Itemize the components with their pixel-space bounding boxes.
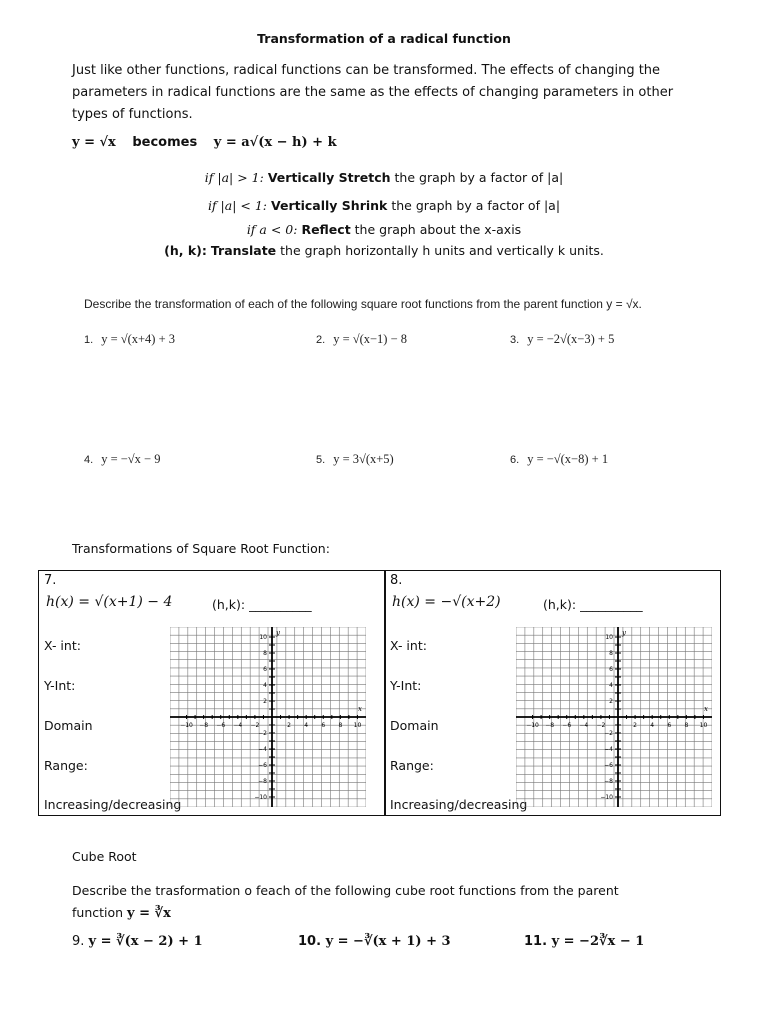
cell-8-coordinate-grid bbox=[516, 627, 712, 807]
problem-5: 5. y = 3√(x+5) bbox=[316, 452, 394, 466]
cell-8-yint: Y-Int: bbox=[390, 678, 422, 693]
describe-sqrt-instructions: Describe the transformation of each of the following square root functions from the parent function y = √x. bbox=[84, 297, 642, 311]
problem-2: 2. y = √(x−1) − 8 bbox=[316, 332, 408, 346]
cell-7-yint: Y-Int: bbox=[44, 678, 76, 693]
y-tick-label: 6 bbox=[609, 666, 613, 673]
cell-7-number: 7. bbox=[44, 573, 57, 588]
cell-7-coordinate-grid bbox=[170, 627, 366, 807]
x-tick-label: −10 bbox=[180, 722, 193, 729]
y-axis-label: y bbox=[622, 629, 626, 637]
cube-root-instructions bbox=[72, 880, 672, 925]
cube-root-heading: Cube Root bbox=[72, 849, 137, 864]
x-tick-label: −10 bbox=[526, 722, 539, 729]
x-tick-label: −4 bbox=[233, 722, 243, 729]
x-tick-label: 10 bbox=[353, 722, 362, 729]
y-tick-label: −4 bbox=[604, 746, 613, 753]
rule-reflect: if a < 0: Reflect the graph about the x-axis bbox=[246, 222, 522, 237]
cube-problem-10: 10. y = −∛(x + 1) + 3 bbox=[298, 934, 451, 949]
y-tick-label: −4 bbox=[258, 746, 267, 753]
y-tick-label: −8 bbox=[604, 778, 613, 785]
y-tick-label: −8 bbox=[258, 778, 267, 785]
x-tick-label: 10 bbox=[699, 722, 708, 729]
x-tick-label: 6 bbox=[667, 722, 672, 729]
cell-8-incdec: Increasing/decreasing bbox=[390, 797, 528, 812]
rule-translate: (h, k): Translate the graph horizontally h units and vertically k units. bbox=[164, 243, 604, 258]
x-tick-label: 4 bbox=[304, 722, 309, 729]
rule-shrink: if |a| < 1: Vertically Shrink the graph by a factor of |a| bbox=[207, 198, 561, 213]
y-tick-label: −2 bbox=[258, 730, 267, 737]
cube-problem-9: 9. y = ∛(x − 2) + 1 bbox=[72, 934, 203, 949]
becomes-word: becomes bbox=[132, 135, 198, 150]
sqrt-section-heading: Transformations of Square Root Function: bbox=[72, 541, 330, 556]
problem-6: 6. y = −√(x−8) + 1 bbox=[510, 452, 609, 466]
y-tick-label: 4 bbox=[263, 682, 267, 689]
problem-4: 4. y = −√x − 9 bbox=[84, 452, 161, 466]
y-tick-label: −6 bbox=[258, 762, 267, 769]
cell-7-function: h(x) = √(x+1) − 4 bbox=[46, 594, 173, 610]
x-tick-label: 4 bbox=[650, 722, 655, 729]
x-tick-label: 8 bbox=[338, 722, 343, 729]
cell-8-xint: X- int: bbox=[390, 638, 427, 653]
y-tick-label: −10 bbox=[600, 794, 613, 801]
x-tick-label: 2 bbox=[287, 722, 292, 729]
cell-7-domain: Domain bbox=[44, 718, 93, 733]
cell-8-hk: (h,k): __________ bbox=[543, 597, 643, 612]
cell-7-range: Range: bbox=[44, 758, 88, 773]
y-tick-label: 10 bbox=[259, 634, 267, 641]
rule-stretch: if |a| > 1: Vertically Stretch the graph by a factor of |a| bbox=[204, 170, 564, 185]
y-tick-label: 10 bbox=[605, 634, 613, 641]
x-axis-label: x bbox=[704, 705, 708, 713]
x-tick-label: −4 bbox=[579, 722, 589, 729]
cube-describe-text: Describe the trasformation o feach of the following cube root functions from the parent function bbox=[72, 883, 619, 920]
cell-7-incdec: Increasing/decreasing bbox=[44, 797, 182, 812]
x-tick-label: 2 bbox=[633, 722, 638, 729]
cell-8-number: 8. bbox=[390, 573, 403, 588]
problem-1: 1. y = √(x+4) + 3 bbox=[84, 332, 176, 346]
x-axis-label: x bbox=[358, 705, 362, 713]
cube-problem-11: 11. y = −2∛x − 1 bbox=[524, 934, 645, 949]
general-equation: y = a√(x − h) + k bbox=[213, 135, 337, 150]
x-tick-label: 8 bbox=[684, 722, 689, 729]
parent-general-equation bbox=[72, 135, 337, 150]
cell-7-xint: X- int: bbox=[44, 638, 81, 653]
x-tick-label: −6 bbox=[562, 722, 572, 729]
y-tick-label: 8 bbox=[609, 650, 613, 657]
x-tick-label: −2 bbox=[596, 722, 606, 729]
problem-3: 3. y = −2√(x−3) + 5 bbox=[510, 332, 615, 346]
cell-8-range: Range: bbox=[390, 758, 434, 773]
table-divider bbox=[384, 570, 386, 816]
parent-equation: y = √x bbox=[72, 135, 116, 150]
cell-8-domain: Domain bbox=[390, 718, 439, 733]
y-tick-label: 2 bbox=[263, 698, 267, 705]
x-tick-label: 6 bbox=[321, 722, 326, 729]
y-tick-label: −2 bbox=[604, 730, 613, 737]
y-tick-label: 2 bbox=[609, 698, 613, 705]
y-tick-label: −6 bbox=[604, 762, 613, 769]
y-tick-label: 8 bbox=[263, 650, 267, 657]
y-tick-label: 6 bbox=[263, 666, 267, 673]
intro-paragraph: Just like other functions, radical functions can be transformed. The effects of changing the parameters in radical functions are the same as the effects of changing parameters in other types of functions. bbox=[72, 63, 674, 122]
x-tick-label: −6 bbox=[216, 722, 226, 729]
x-tick-label: −8 bbox=[199, 722, 209, 729]
y-tick-label: −10 bbox=[254, 794, 267, 801]
y-axis-label: y bbox=[276, 629, 280, 637]
cell-7-hk: (h,k): __________ bbox=[212, 597, 312, 612]
cube-parent-function: y = ∛x bbox=[127, 906, 171, 921]
y-tick-label: 4 bbox=[609, 682, 613, 689]
page-title: Transformation of a radical function bbox=[257, 31, 511, 46]
x-tick-label: −8 bbox=[545, 722, 555, 729]
cell-8-function: h(x) = −√(x+2) bbox=[392, 594, 501, 610]
x-tick-label: −2 bbox=[250, 722, 260, 729]
